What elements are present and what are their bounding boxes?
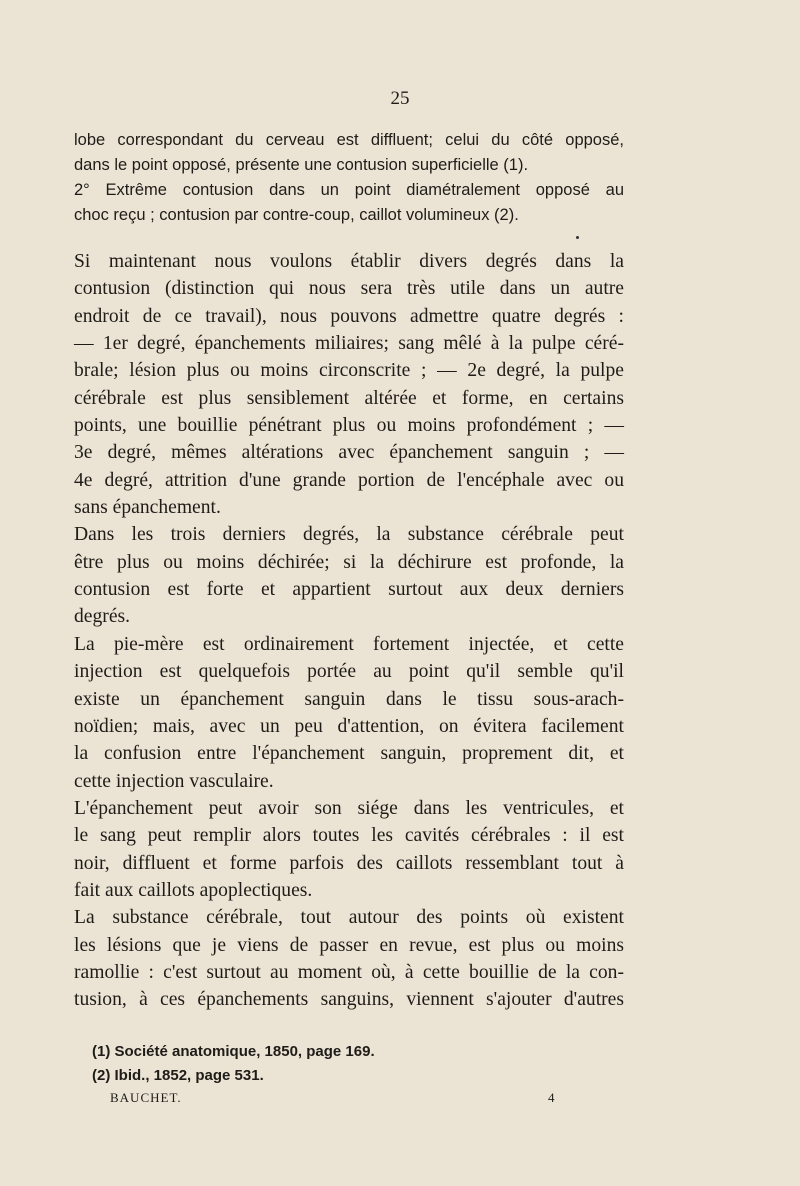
text-line: 3e degré, mêmes altérations avec épanchement sanguin ; —: [74, 442, 624, 464]
text-line: Dans les trois derniers degrés, la substance cérébrale peut: [74, 524, 624, 546]
text-line: cette injection vasculaire.: [74, 770, 274, 792]
text-line: noir, diffluent et forme parfois des caillots ressemblant tout à: [74, 852, 624, 874]
main-text: [74, 248, 624, 1014]
text-line: brale; lésion plus ou moins circonscrite ; — 2e degré, la pulpe: [74, 360, 624, 382]
text-line: être plus ou moins déchirée; si la déchirure est profonde, la: [74, 551, 624, 573]
text-line: endroit de ce travail), nous pouvons admettre quatre degrés :: [74, 305, 624, 327]
text-line: noïdien; mais, avec un peu d'attention, on évitera facilement: [74, 715, 624, 737]
text-line: les lésions que je viens de passer en revue, est plus ou moins: [74, 934, 624, 956]
text-line: cérébrale est plus sensiblement altérée et forme, en certains: [74, 387, 624, 409]
page-number: 25: [390, 88, 410, 109]
text-line: existe un épanchement sanguin dans le tissu sous-arach-: [74, 688, 624, 710]
signature-mark: BAUCHET.: [110, 1090, 182, 1105]
text-line: La substance cérébrale, tout autour des points où existent: [74, 907, 624, 929]
text-line: points, une bouillie pénétrant plus ou moins profondément ; —: [74, 415, 624, 437]
text-line: Si maintenant nous voulons établir divers degrés dans la: [74, 251, 624, 272]
text-line: tusion, à ces épanchements sanguins, viennent s'ajouter d'autres: [74, 989, 624, 1011]
text-line: lobe correspondant du cerveau est diffluent; celui du côté opposé,: [74, 131, 624, 149]
text-line: choc reçu ; contusion par contre-coup, caillot volumineux (2).: [74, 206, 519, 224]
footnote: (2) Ibid., 1852, page 531.: [92, 1067, 264, 1084]
ink-dot: [576, 236, 579, 239]
text-line: sans épanchement.: [74, 497, 221, 519]
text-line: fait aux caillots apoplectiques.: [74, 879, 313, 901]
text-line: injection est quelquefois portée au point qu'il semble qu'il: [74, 661, 624, 683]
text-line: dans le point opposé, présente une contusion superficielle (1).: [74, 156, 529, 174]
text-line: — 1er degré, épanchements miliaires; sang mêlé à la pulpe céré-: [74, 333, 624, 355]
text-line: degrés.: [74, 606, 131, 628]
text-line: la confusion entre l'épanchement sanguin, proprement dit, et: [74, 743, 624, 765]
text-line: contusion est forte et appartient surtout aux deux derniers: [74, 579, 624, 601]
text-line: contusion (distinction qui nous sera très utile dans un autre: [74, 278, 624, 300]
text-line: La pie-mère est ordinairement fortement injectée, et cette: [74, 633, 624, 655]
text-line: L'épanchement peut avoir son siége dans les ventricules, et: [74, 797, 624, 819]
signature-number: 4: [548, 1090, 556, 1105]
text-line: 4e degré, attrition d'une grande portion de l'encéphale avec ou: [74, 469, 624, 491]
text-line: 2° Extrême contusion dans un point diamétralement opposé au: [74, 181, 624, 199]
top-paragraph: [74, 128, 624, 228]
footnote: (1) Société anatomique, 1850, page 169.: [92, 1043, 375, 1060]
text-line: le sang peut remplir alors toutes les cavités cérébrales : il est: [74, 825, 624, 847]
text-line: ramollie : c'est surtout au moment où, à cette bouillie de la con-: [74, 961, 624, 983]
footnotes: [92, 1040, 592, 1088]
